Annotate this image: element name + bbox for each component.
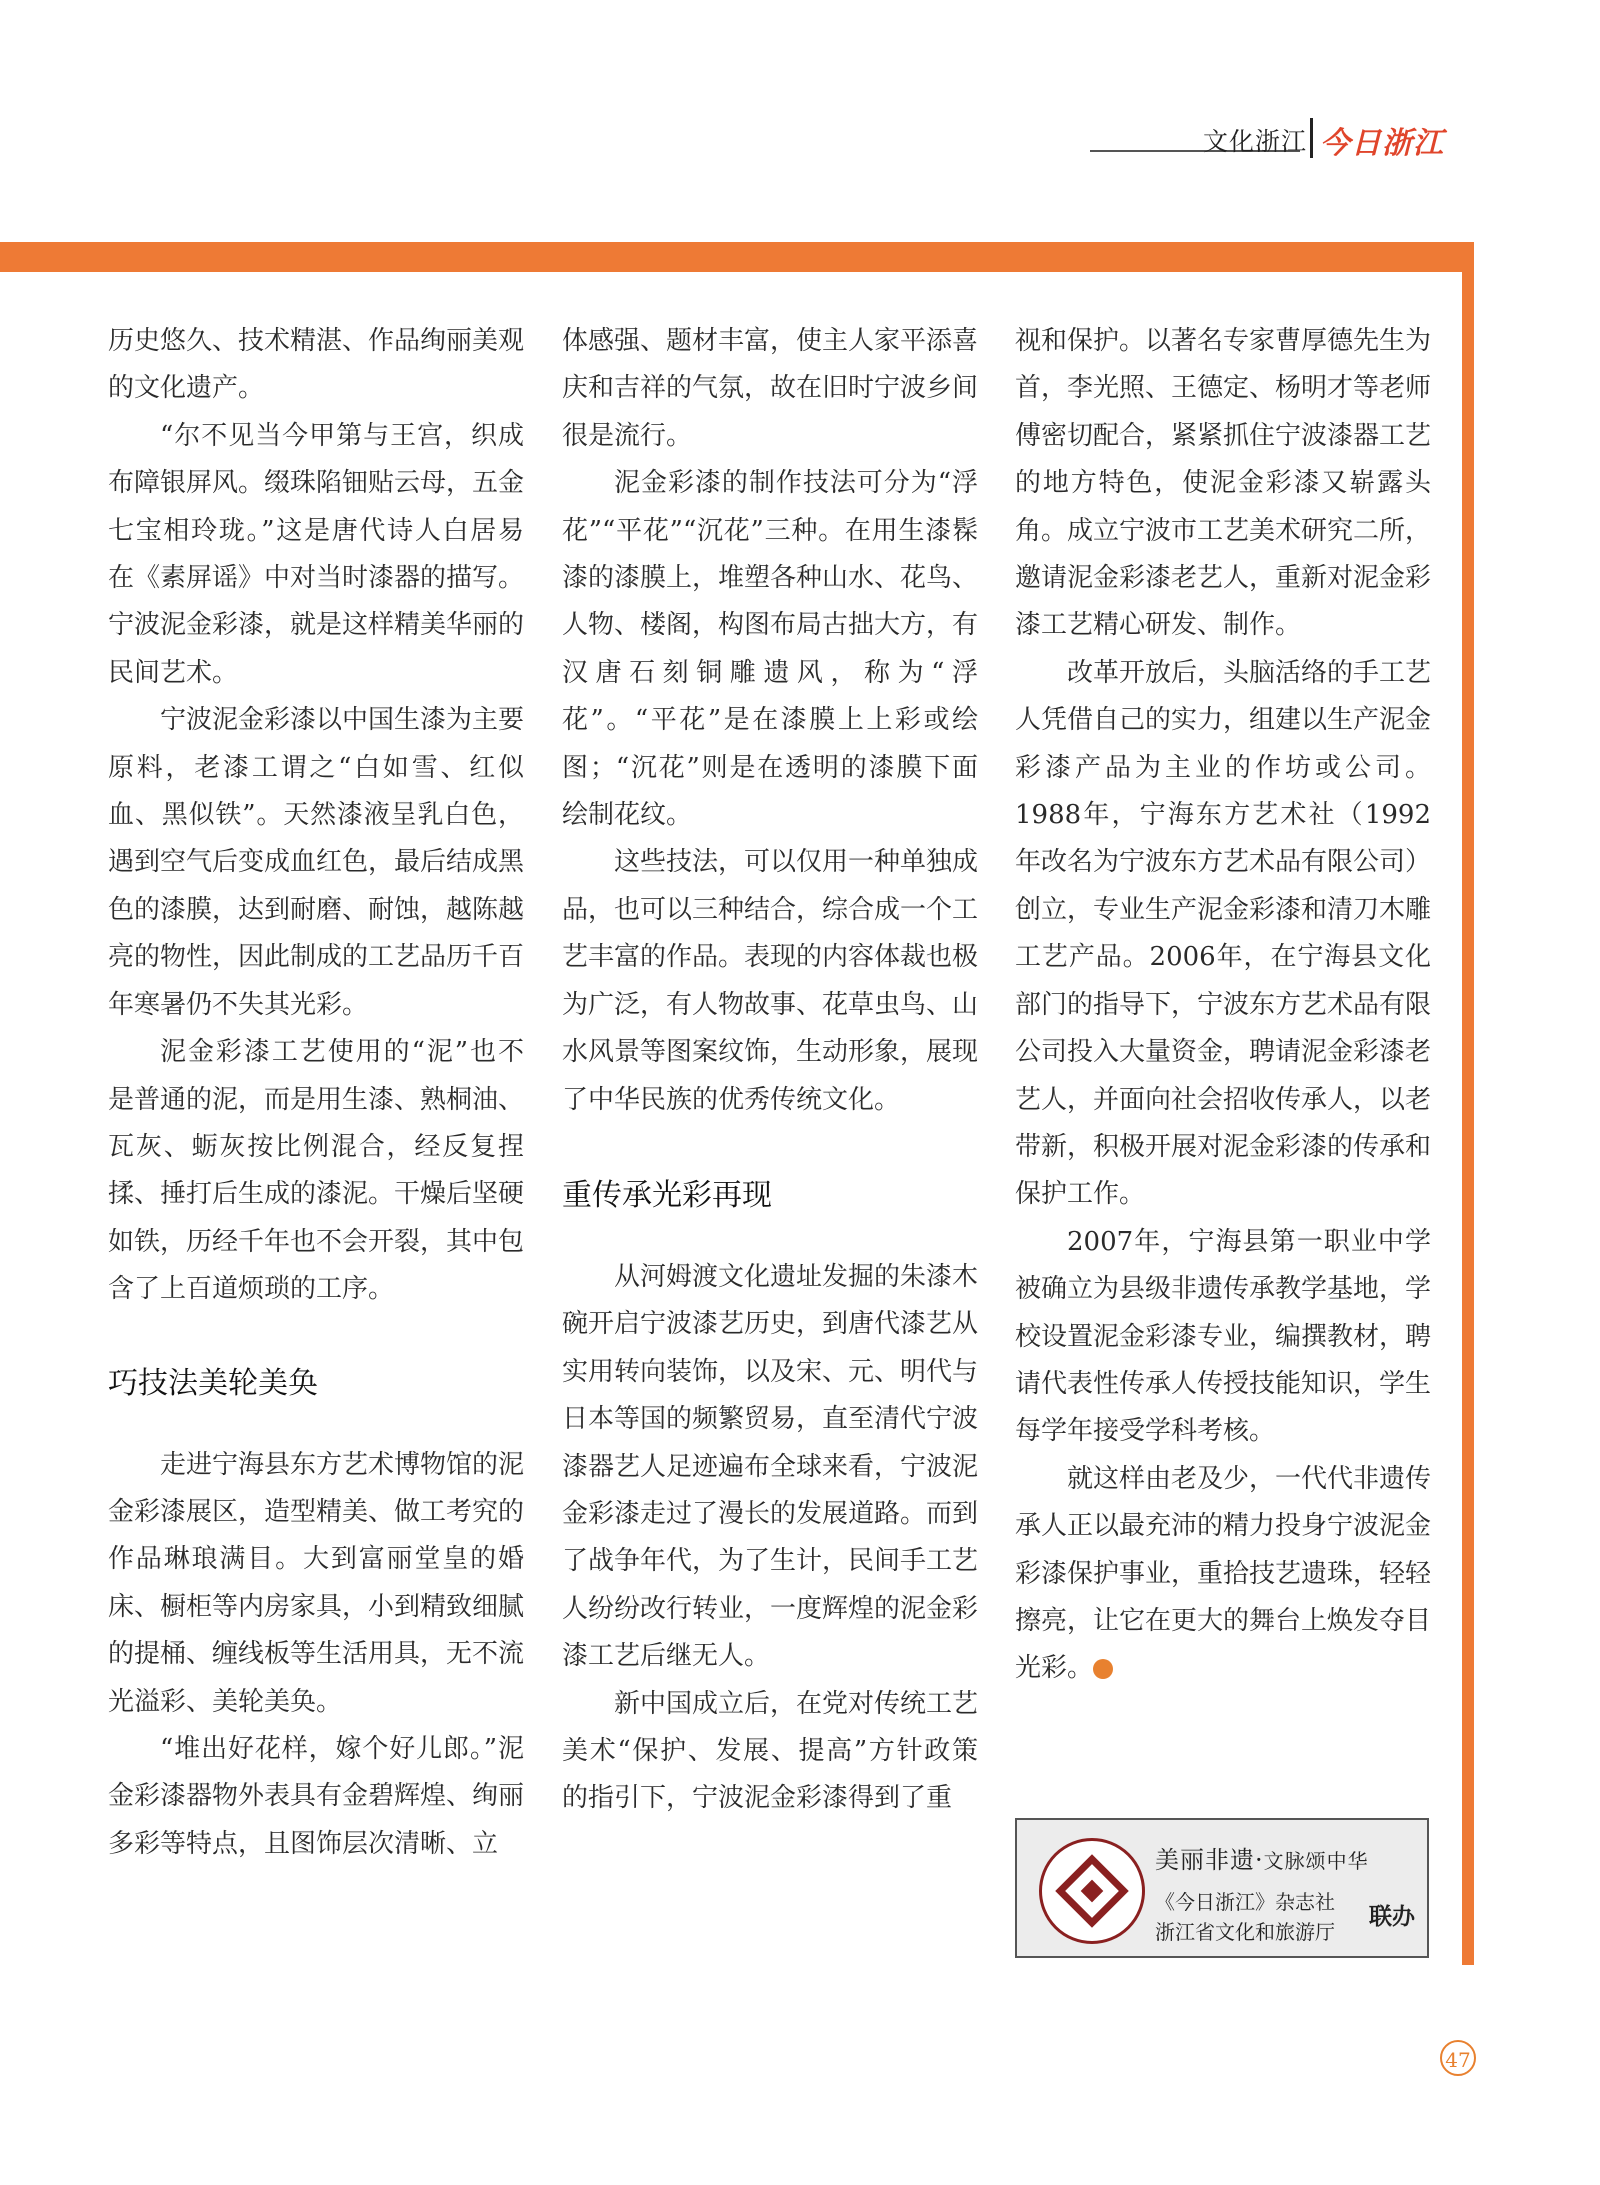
paragraph: 体感强、题材丰富，使主人家平添喜庆和吉祥的气氛，故在旧时宁波乡间很是流行。 [562, 326, 979, 451]
paragraph: 历史悠久、技术精湛、作品绚丽美观的文化遗产。 [108, 326, 525, 404]
paragraph: “堆出好花样，嫁个好儿郎。”泥金彩漆器物外表具有金碧辉煌、绚丽多彩等特点，且图饰层次清晰、立 [108, 1733, 525, 1859]
section-heading: 重传承光彩再现 [562, 1177, 772, 1213]
paragraph [1015, 1456, 1431, 1693]
article-column-2 [562, 318, 978, 1823]
top-orange-band [0, 242, 1474, 272]
article-column-3 [1015, 318, 1431, 1693]
header-divider [1310, 118, 1313, 158]
closing-text: 就这样由老及少，一代代非遗传承人正以最充沛的精力投身宁波泥金彩漆保护事业，重拾技艺遗珠，轻轻擦亮，让它在更大的舞台上焕发夺目光彩。 [1015, 1463, 1432, 1684]
section-heading: 巧技法美轮美奂 [108, 1365, 318, 1401]
sponsor-banner [1015, 1818, 1429, 1958]
right-orange-border [1462, 242, 1474, 1965]
paragraph: “尔不见当今甲第与王宫，织成布障银屏风。缀珠陷钿贴云母，五金七宝相玲珑。”这是唐代诗人白居易在《素屏谣》中对当时漆器的描写。宁波泥金彩漆，就是这样精美华丽的民间艺术。 [108, 420, 525, 688]
paragraph: 泥金彩漆的制作技法可分为“浮花”“平花”“沉花”三种。在用生漆髹漆的漆膜上，堆塑各种山水、花鸟、人物、楼阁，构图布局古拙大方，有汉唐石刻铜雕遗风，称为“浮花”。“平花”是在漆膜上上彩或绘图；“沉花”则是在透明的漆膜下面绘制花纹。 [562, 468, 979, 831]
sponsor-organizer-1: 《今日浙江》杂志社 [1155, 1890, 1335, 1914]
paragraph: 2007年，宁海县第一职业中学被确立为县级非遗传承教学基地，学校设置泥金彩漆专业，编撰教材，聘请代表性传承人传授技能知识，学生每学年接受学科考核。 [1015, 1226, 1432, 1447]
paragraph: 泥金彩漆工艺使用的“泥”也不是普通的泥，而是用生漆、熟桐油、瓦灰、蛎灰按比例混合，经反复捏揉、捶打后生成的漆泥。干燥后坚硬如铁，历经千年也不会开裂，其中包含了上百道烦琐的工序。 [108, 1037, 525, 1305]
paragraph: 视和保护。以著名专家曹厚德先生为首，李光照、王德定、杨明才等老师傅密切配合，紧紧抓住宁波漆器工艺的地方特色，使泥金彩漆又崭露头角。成立宁波市工艺美术研究二所，邀请泥金彩漆老艺人，重新对泥金彩漆工艺精心研发、制作。 [1015, 326, 1432, 641]
paragraph: 宁波泥金彩漆以中国生漆为主要原料，老漆工谓之“白如雪、红似血、黑似铁”。天然漆液呈乳白色，遇到空气后变成血红色，最后结成黑色的漆膜，达到耐磨、耐蚀，越陈越亮的物性，因此制成的工艺品历千百年寒暑仍不失其光彩。 [108, 705, 525, 1020]
magazine-logo: 今日浙江 [1320, 126, 1444, 161]
paragraph: 改革开放后，头脑活络的手工艺人凭借自己的实力，组建以生产泥金彩漆产品为主业的作坊或公司。1988年，宁海东方艺术社（1992年改名为宁波东方艺术品有限公司）创立，专业生产泥金彩漆和清刀木雕工艺产品。2006年，在宁海县文化部门的指导下，宁波东方艺术品有限公司投入大量资金，聘请泥金彩漆老艺人，并面向社会招收传承人，以老带新，积极开展对泥金彩漆的传承和保护工作。 [1015, 657, 1432, 1210]
paragraph: 新中国成立后，在党对传统工艺美术“保护、发展、提高”方针政策的指引下，宁波泥金彩漆得到了重 [562, 1688, 979, 1814]
page-number: 47 [1440, 2040, 1476, 2076]
paragraph: 这些技法，可以仅用一种单独成品，也可以三种结合，综合成一个工艺丰富的作品。表现的内容体裁也极为广泛，有人物故事、花草虫鸟、山水风景等图案纹饰，生动形象，展现了中华民族的优秀传统文化。 [562, 847, 979, 1115]
end-of-article-icon: 今 [1093, 1659, 1113, 1679]
article-column-1 [108, 318, 524, 1868]
joint-label: 联办 [1369, 1904, 1415, 1930]
section-name: 文化浙江 [1203, 127, 1308, 156]
sponsor-organizer-2: 浙江省文化和旅游厅 [1155, 1920, 1335, 1944]
paragraph: 走进宁海县东方艺术博物馆的泥金彩漆展区，造型精美、做工考究的作品琳琅满目。大到富丽堂皇的婚床、橱柜等内房家具，小到精致细腻的提桶、缠线板等生活用具，无不流光溢彩、美轮美奂。 [108, 1449, 525, 1717]
sponsor-slogan: 美丽非遗·文脉颂中华 [1155, 1846, 1369, 1874]
paragraph: 从河姆渡文化遗址发掘的朱漆木碗开启宁波漆艺历史，到唐代漆艺从实用转向装饰，以及宋、元、明代与日本等国的频繁贸易，直至清代宁波漆器艺人足迹遍布全球来看，宁波泥金彩漆走过了漫长的发展道路。而到了战争年代，为了生计，民间手工艺人纷纷改行转业，一度辉煌的泥金彩漆工艺后继无人。 [562, 1261, 979, 1672]
intangible-heritage-emblem-icon [1039, 1838, 1145, 1944]
